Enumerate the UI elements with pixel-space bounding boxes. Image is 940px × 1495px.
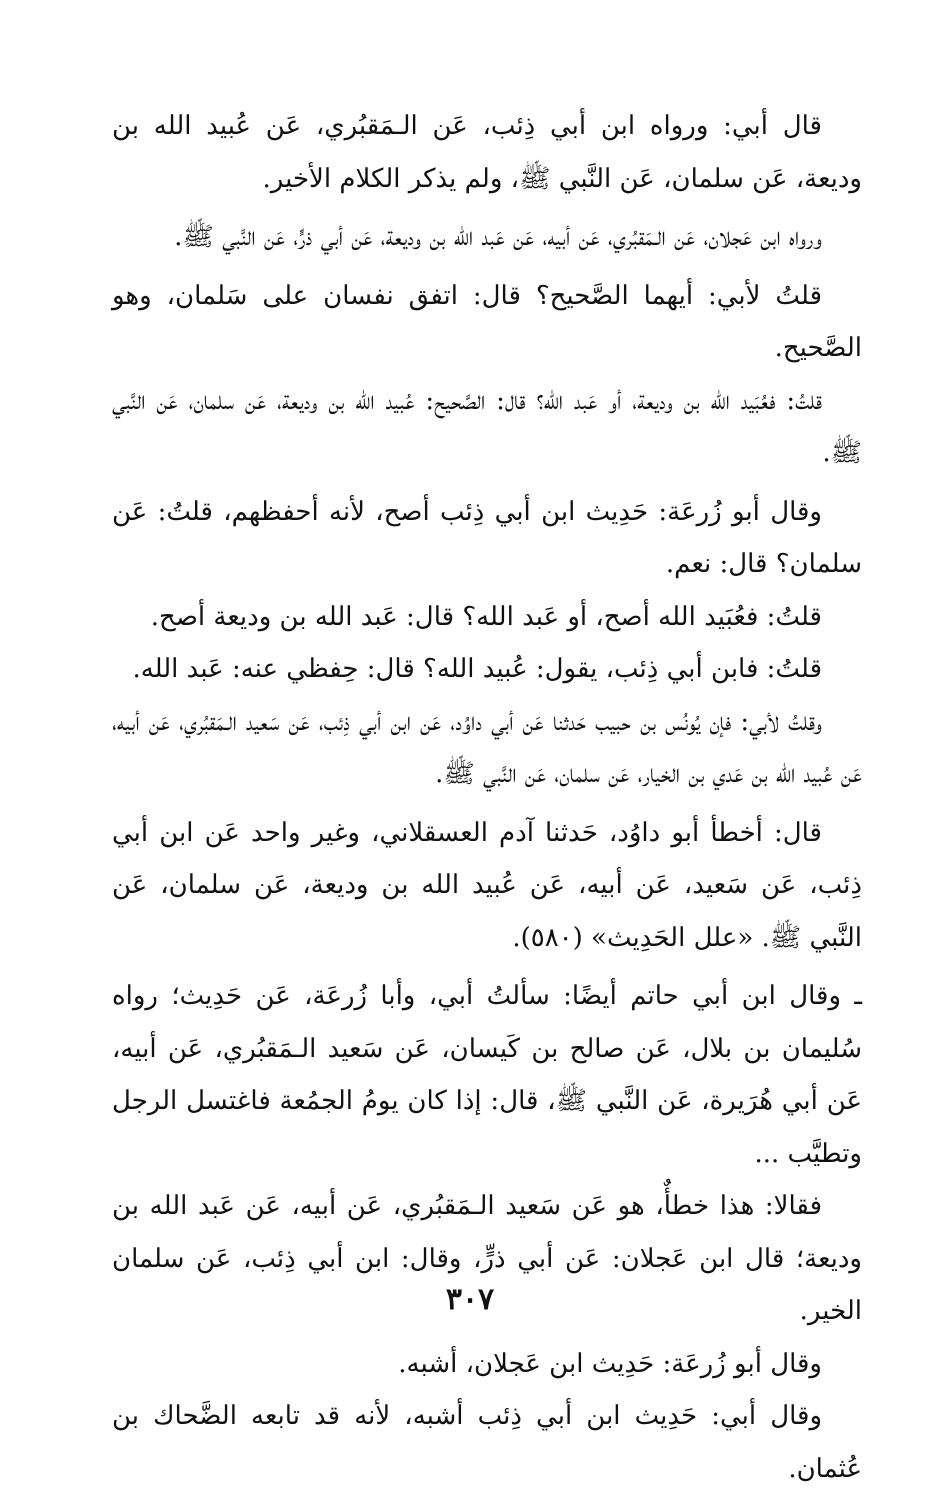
paragraph-8: وقلتُ لأبي: فإن يُونُس بن حبيب حَدثنا عَن أبي داوُد، عَن ابن أبي ذِئب، عَن سَعيد الـمَقبُري، عَن أبيه، عَن عُبيد الله بن عَدي بن الخيار، عَن سلمان، عَن النَّبي ﷺ. (112, 706, 862, 789)
page-number: ٣٠٧ (445, 1282, 495, 1317)
paragraph-12: وقال أبو زُرعَة: حَدِيث ابن عَجلان، أشبه. (398, 1348, 822, 1379)
paragraph-11: فقالا: هذا خطأٌ، هو عَن سَعيد الـمَقبُري، عَن أبيه، عَن عَبد الله بن وديعة؛ قال ابن عَجلان: عَن أبي ذرٍّ، وقال: ابن أبي ذِئب، عَن سلمان الخير. (112, 1191, 862, 1326)
paragraph-2: ورواه ابن عَجلان، عَن الـمَقبُري، عَن أبيه، عَن عَبد الله بن وديعة، عَن أبي ذرٍّ، عَن النَّبي ﷺ. (174, 222, 822, 252)
paragraph-6: قلتُ: فعُبَيد الله أصح، أو عَبد الله؟ قال: عَبد الله بن وديعة أصح. (150, 601, 822, 632)
paragraph-4: قلتُ: فعُبَيد الله بن وديعة، أو عَبد الله؟ قال: الصَّحيح: عُبيد الله بن وديعة، عَن سلمان، عَن النَّبي ﷺ. (112, 385, 862, 468)
paragraph-5: وقال أبو زُرعَة: حَدِيث ابن أبي ذِئب أصح، لأنه أحفظهم، قلتُ: عَن سلمان؟ قال: نعم. (112, 496, 862, 579)
paragraph-10: ـ وقال ابن أبي حاتم أيضًا: سألتُ أبي، وأبا زُرعَة، عَن حَدِيث؛ رواه سُليمان بن بلال، عَن صالح بن كَيسان، عَن سَعيد الـمَقبُري، عَن أبيه، عَن أبي هُرَيرة، عَن النَّبي ﷺ، قال: إذا كان يومُ الجمُعة فاغتسل الرجل وتطيَّب ... (112, 981, 862, 1169)
paragraph-9: قال: أخطأ أبو داوُد، حَدثنا آدم العسقلاني، وغير واحد عَن ابن أبي ذِئب، عَن سَعيد، عَن أبيه، عَن عُبيد الله بن وديعة، عَن سلمان، عَن النَّبي ﷺ. «علل الحَدِيث» (٥٨٠). (112, 817, 862, 953)
paragraph-7: قلتُ: فابن أبي ذِئب، يقول: عُبيد الله؟ قال: حِفظي عنه: عَبد الله. (132, 654, 822, 684)
paragraph-13: وقال أبي: حَدِيث ابن أبي ذِئب أشبه، لأنه قد تابعه الضَّحاك بن عُثمان. (112, 1401, 862, 1484)
paragraph-3: قلتُ لأبي: أيهما الصَّحيح؟ قال: اتفق نفسان على سَلمان، وهو الصَّحيح. (112, 280, 862, 363)
paragraph-1: قال أبي: ورواه ابن أبي ذِئب، عَن الـمَقبُري، عَن عُبيد الله بن وديعة، عَن سلمان، عَن النَّبي ﷺ، ولم يذكر الكلام الأخير. (112, 111, 862, 194)
